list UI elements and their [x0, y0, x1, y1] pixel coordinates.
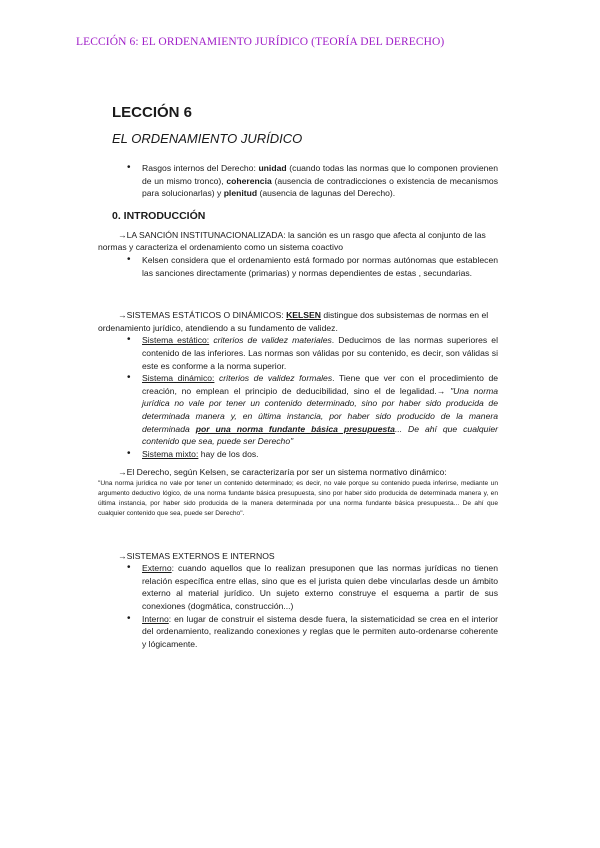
kelsen-name: KELSEN — [286, 310, 321, 321]
externo-label: Externo — [142, 563, 172, 574]
kelsen-small-quote: "Una norma jurídica no vale por tener un contenido determinado; es decir, no vale porque su contenido pueda inferirse, mediante un argumento deductivo lógico, de una norma fundante básica presupuesta, sino por haber sido producida de determinada manera y, en última instancia, por haber sido producida de la manera determinada por una norma fundante básica presupuesta... De ahí que cualquier contenido que sea, puede ser Derecho". — [98, 479, 498, 518]
rasgo-unidad-desc: (cuando todas las normas que lo componen provienen de un mismo tronco), — [142, 163, 498, 186]
interno-item — [142, 613, 498, 651]
running-header: LECCIÓN 6: EL ORDENAMIENTO JURÍDICO (TEORÍA DEL DERECHO) — [76, 36, 445, 48]
sistema-dinamico-item — [142, 372, 498, 448]
rasgo-plenitud-desc: (ausencia de lagunas del Derecho). — [257, 188, 396, 199]
rasgo-unidad: unidad — [258, 163, 287, 173]
sancion-paragraph — [98, 229, 498, 254]
estaticos-intro-post: distingue dos subsistemas de normas en el ordenamiento jurídico, atendiendo a su fundamento de validez. — [98, 310, 489, 333]
kelsen-list — [142, 254, 498, 279]
mixto-text: hay de los dos. — [198, 448, 259, 459]
mixto-label: Sistema mixto: — [142, 448, 199, 459]
dinamico-quote-bold: por una norma fundante básica presupuesta — [195, 423, 395, 434]
dinamico-label: Sistema dinámico: — [142, 373, 215, 384]
dinamico-criterio: criterios de validez formales — [214, 373, 333, 384]
estatico-text: . Deducimos de las normas superiores el contenido de las inferiores. Las normas son válidas por su contenido, es decir, son válidas si este es conforme a la norma superior. — [142, 335, 498, 371]
rasgo-plenitud: plenitud — [223, 188, 258, 199]
externo-item — [142, 562, 498, 612]
derecho-dinamico-line — [98, 466, 498, 479]
lesson-title: LECCIÓN 6 — [112, 104, 193, 121]
sistemas-externos-intro — [98, 550, 498, 563]
kelsen-item: • Kelsen considera que el ordenamiento está formado por normas autónomas que establecen las sanciones directamente (primarias) y normas dependientes de estas , secundarias. — [142, 254, 498, 279]
rasgos-item — [142, 162, 498, 200]
section-title-introduccion: 0. INTRODUCCIÓN — [112, 209, 206, 222]
document-body — [98, 104, 499, 650]
rasgos-list — [142, 162, 498, 200]
externos-list — [142, 562, 498, 650]
dinamico-text: . Tiene que ver con el procedimiento de creación, no emplean el principio de deducibilidad, sino el de legalidad.→ — [142, 373, 499, 396]
estaticos-intro-pre: →SISTEMAS ESTÁTICOS O DINÁMICOS: — [118, 310, 287, 321]
sistema-mixto-item — [142, 448, 498, 461]
lesson-subtitle: EL ORDENAMIENTO JURÍDICO — [112, 131, 303, 146]
externos-intro-text: →SISTEMAS EXTERNOS E INTERNOS — [118, 550, 275, 561]
dinamico-quote: "Una norma jurídica no vale por tener un contenido determinado, sino por haber sido producida de determinada manera y, en última instancia, por haber sido producido de la manera determinada — [142, 385, 499, 434]
estatico-label: Sistema estático: — [142, 335, 210, 346]
sancion-text: →LA SANCIÓN INSTITUNACIONALIZADA: la sanción es un rasgo que afecta al conjunto de las normas y caracteriza el ordenamiento como un sistema coactivo — [98, 229, 486, 253]
sistemas-list — [142, 334, 498, 460]
derecho-line-text: →El Derecho, según Kelsen, se caracterizaría por ser un sistema normativo dinámico: — [118, 467, 447, 478]
sistemas-estaticos-intro — [98, 309, 498, 334]
externo-text: : cuando aquellos que lo realizan presuponen que las normas jurídicas no tienen relación específica entre ellas, sino que es el jurista quien debe vincularlas desde un ámbito externo al material jurídico. Un sujeto externo construye el esquema a partir de sus conexiones (dogmática, construcción...) — [142, 563, 498, 612]
interno-text: : en lugar de construir el sistema desde fuera, la sistematicidad se crea en el interior del ordenamiento, realizando conexiones y reglas que le permiten auto-ordenarse coherente y lógicamente. — [142, 613, 498, 649]
rasgo-coherencia: coherencia — [226, 175, 272, 186]
dinamico-quote-end: ... De ahí que cualquier contenido que sea, puede ser Derecho" — [142, 423, 498, 447]
rasgo-coherencia-desc: (ausencia de contradicciones o existencia de mecanismos para solucionarlas) y — [142, 175, 498, 199]
rasgos-intro: Rasgos internos del Derecho: — [142, 163, 259, 173]
interno-label: Interno — [142, 613, 169, 624]
estatico-criterio: criterios de validez materiales — [209, 335, 332, 346]
sistema-estatico-item — [142, 334, 498, 372]
